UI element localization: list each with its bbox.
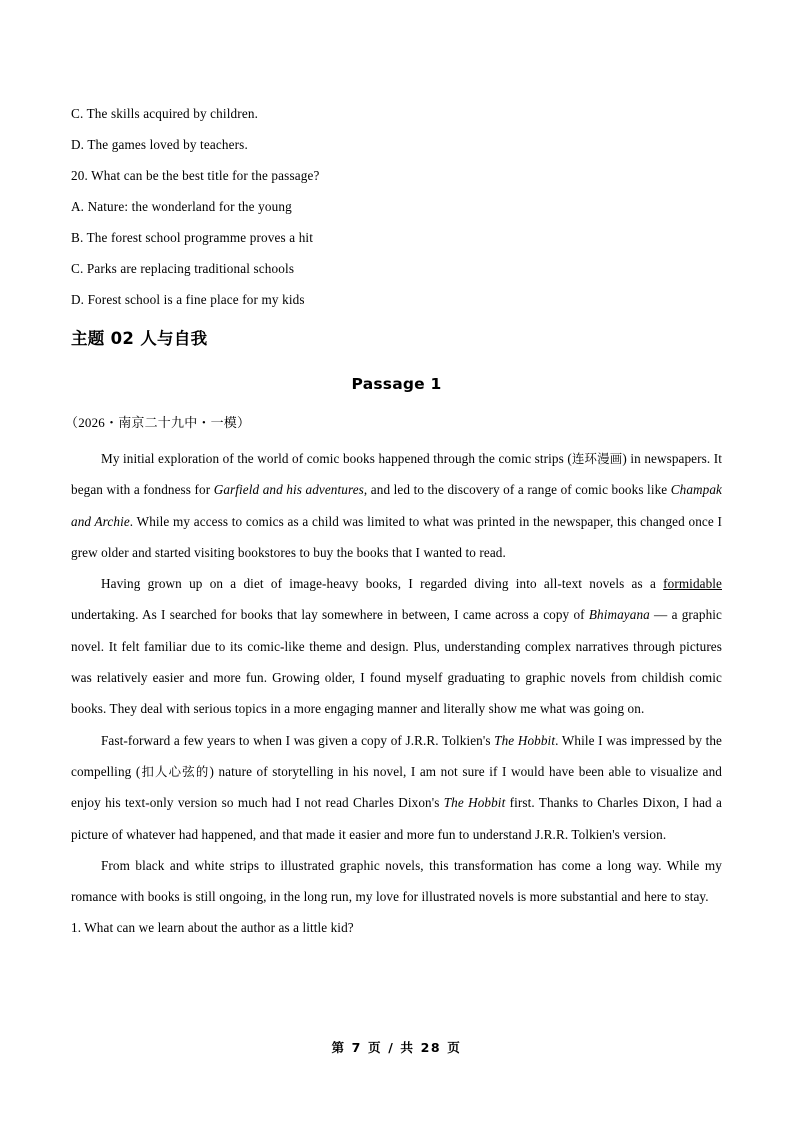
option-line: D. The games loved by teachers. xyxy=(71,137,248,152)
option-line-c: C. Parks are replacing traditional schools xyxy=(71,261,295,276)
passage-paragraph: From black and white strips to illustrated graphic novels, this transformation has come a long way. While my romance with books is still ongoing, in the long run, my love for illustrated novels is more substantial and here to stay. xyxy=(71,857,722,905)
page-footer: 第 7 页 / 共 28 页 xyxy=(331,1040,462,1055)
question-1-stem: 1. What can we learn about the author as a little kid? xyxy=(71,920,354,936)
passage-title: Passage 1 xyxy=(351,375,442,393)
book-title-italic: The Hobbit xyxy=(443,795,506,811)
section-heading: 主题 02 人与自我 xyxy=(71,329,208,348)
question-20-stem: 20. What can be the best title for the passage? xyxy=(71,168,320,183)
passage-paragraph: My initial exploration of the world of comic books happened through the comic strips (连环漫画) in newspapers. It began with a fondness for Garfield and his adventures, and led to the discovery of a range of comic books like Champak and Archie. While my access to comics as a child was limited to what was printed in the newspaper, this changed once I grew older and started visiting bookstores to buy the books that I wanted to read. xyxy=(71,451,722,560)
passage-paragraph: Fast-forward a few years to when I was given a copy of J.R.R. Tolkien's The Hobbit. While I was impressed by the compelling (扣人心弦的) nature of storytelling in his novel, I am not sure if I would have been able to visualize and enjoy his text-only version so much had I not read Charles Dixon's The Hobbit first. Thanks to Charles Dixon, I had a picture of whatever had happened, and that made it easier and more fun to understand J.R.R. Tolkien's version. xyxy=(71,732,723,842)
option-line-a: A. Nature: the wonderland for the young xyxy=(71,199,292,214)
book-title-italic: Bhimayana xyxy=(588,607,650,623)
passage-paragraph: Having grown up on a diet of image-heavy books, I regarded diving into all-text novels as a formidable undertaking. As I searched for books that lay somewhere in between, I came across a copy of Bhimayana — a graphic novel. It felt familiar due to its comic-like theme and design. Plus, understanding complex narratives through pictures was relatively easier and more fun. Growing older, I found myself graduating to graphic novels from childish comic books. They deal with serious topics in a more engaging manner and literally show me what was going on. xyxy=(71,576,722,717)
option-line-d: D. Forest school is a fine place for my kids xyxy=(71,292,305,307)
chinese-gloss: 扣人心弦的 xyxy=(140,763,210,779)
page-content xyxy=(65,98,723,944)
passage-source: （2026・南京二十九中・一模） xyxy=(65,415,251,430)
underlined-word: formidable xyxy=(663,576,722,592)
book-title-italic: Garfield and his adventures xyxy=(213,482,364,498)
option-line: C. The skills acquired by children. xyxy=(71,106,259,121)
book-title-italic: The Hobbit xyxy=(494,732,556,748)
chinese-gloss: 连环漫画 xyxy=(571,451,623,466)
book-title-italic: Champak and Archie xyxy=(71,482,722,529)
option-line-b: B. The forest school programme proves a hit xyxy=(71,230,314,245)
